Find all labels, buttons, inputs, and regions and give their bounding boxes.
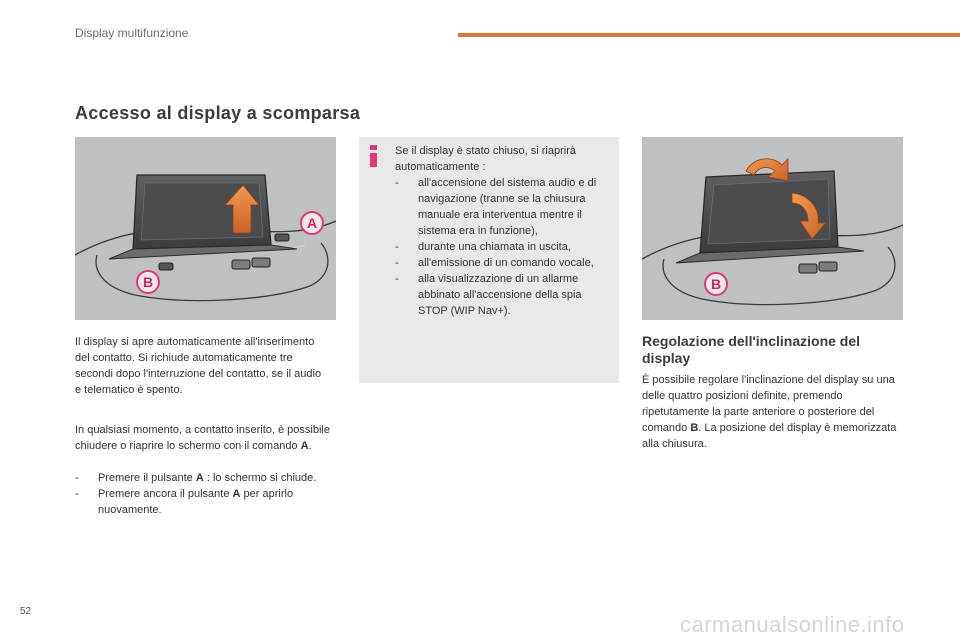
svg-text:A: A — [306, 215, 318, 231]
list-item: - Premere il pulsante A : lo schermo si chiude. — [75, 472, 317, 484]
list-item: - all'accensione del sistema audio e di navigazione (tranne se la chiusura manuale era interventua mentre il sistema era in funzione), — [395, 177, 597, 237]
command-paragraph-end: . — [308, 440, 312, 452]
callout-badge-a — [301, 212, 323, 234]
info-list — [395, 175, 605, 319]
callout-badge-b — [137, 271, 159, 293]
watermark: carmanualsonline.info — [680, 612, 905, 637]
tilt-paragraph-text: È possibile regolare l'inclinazione del display su una delle quattro posizioni definite, premendo ripetutamente la parte anteriore o posteriore del comando — [642, 374, 895, 434]
info-box — [359, 137, 619, 383]
key-b-label: B — [690, 422, 699, 434]
tilt-section-title: Regolazione dell'inclinazione del display — [642, 333, 861, 366]
header-rule — [458, 33, 960, 37]
section-header: Display multifunzione — [75, 26, 189, 40]
info-icon — [369, 145, 379, 167]
display-tilt-illustration — [642, 137, 903, 320]
list-item: - Premere ancora il pulsante A per aprirlo nuovamente. — [75, 488, 294, 516]
command-paragraph — [75, 422, 330, 454]
display-open-illustration — [75, 137, 336, 320]
key-a-label: A — [300, 440, 309, 452]
svg-text:B: B — [710, 276, 722, 292]
tilt-paragraph-end: . La posizione del display è memorizzata alla chiusura. — [642, 422, 897, 450]
command-paragraph-text: In qualsiasi momento, a contatto inserito, è possibile chiudere o riaprire lo schermo con il comando — [75, 424, 330, 452]
button-steps-list — [75, 470, 330, 518]
page-number: 52 — [20, 606, 32, 617]
page-title: Accesso al display a scomparsa — [75, 103, 361, 123]
callout-badge-b — [705, 273, 727, 295]
list-item: - all'emissione di un comando vocale, — [395, 257, 594, 269]
intro-paragraph: Il display si apre automaticamente all'inserimento del contatto. Si richiude automaticamente tre secondi dopo l'interruzione del contatto, se il audio e telematico è spento. — [75, 336, 322, 396]
svg-text:B: B — [142, 274, 154, 290]
info-intro: Se il display è stato chiuso, si riaprirà automaticamente : — [395, 145, 576, 173]
list-item: - alla visualizzazione di un allarme abbinato all'accensione della spia STOP (WIP Nav+). — [395, 273, 582, 317]
tilt-paragraph — [642, 372, 910, 452]
list-item: - durante una chiamata in uscita, — [395, 241, 571, 253]
